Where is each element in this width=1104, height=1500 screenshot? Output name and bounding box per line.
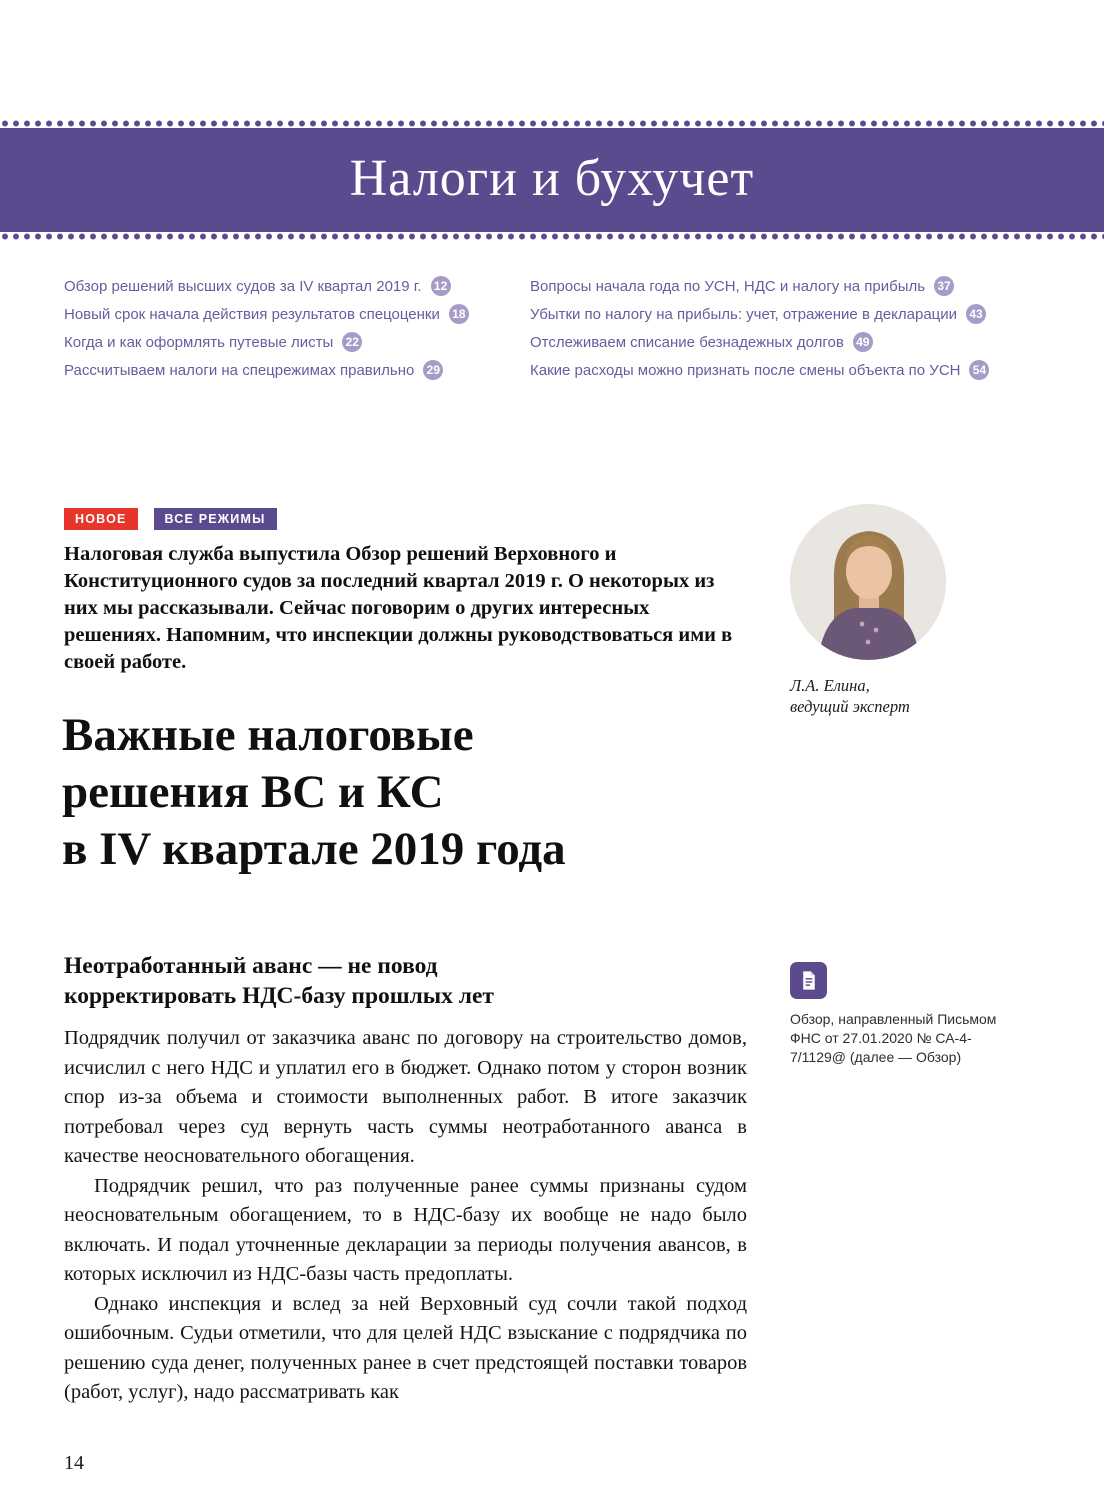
toc-page-badge: 12 [431,276,451,296]
sidebar-note-text: Обзор, направленный Письмом ФНС от 27.01.2020 № СА-4-7/1129@ (далее — Обзор) [790,1011,997,1065]
toc-item[interactable] [64,272,530,300]
document-icon [790,962,827,999]
body-paragraph: Подрядчик получил от заказчика аванс по договору на строительство домов, исчислил с него НДС и уплатил его в бюджет. Однако потом у сторон возник спор из-за объема и стоимости выполненных работ. В итоге заказчик потребовал через суд вернуть часть суммы неотработанного аванса в качестве неосновательного обогащения. [64,1027,747,1167]
toc-item[interactable] [530,328,1040,356]
toc-page-badge: 37 [934,276,954,296]
toc-column-right [530,272,1040,384]
badge-all-modes: ВСЕ РЕЖИМЫ [154,508,277,530]
toc-item[interactable] [530,300,1040,328]
toc-page-badge: 49 [853,332,873,352]
article-badges [64,508,277,530]
toc-item-label: Какие расходы можно признать после смены объекта по УСН [530,361,961,379]
toc-item-label: Вопросы начала года по УСН, НДС и налогу на прибыль [530,277,926,295]
body-paragraph: Подрядчик решил, что раз полученные ранее суммы признаны судом неосновательным обогащением, то в НДС-базу их вообще не надо было включать. И подал уточненные декларации за периоды получения авансов, в которых исключил из НДС-базы часть предоплаты. [64,1174,747,1285]
toc-item-label: Когда и как оформлять путевые листы [64,333,334,351]
band-perforation-bottom [0,232,1104,241]
toc-item[interactable] [64,300,530,328]
toc-item-label: Отслеживаем списание безнадежных долгов [530,333,844,351]
toc-page-badge: 22 [342,332,362,352]
article-lead: Налоговая служба выпустила Обзор решений Верховного и Конституционного судов за последний квартал 2019 г. О некоторых из них мы рассказывали. Сейчас поговорим о других интересных решениях. Напомним, что инспекции должны руководствоваться ими в своей работе. [64,543,733,673]
body-paragraph: Однако инспекция и вслед за ней Верховный суд сочли такой подход ошибочным. Судьи отметили, что для целей НДС взыскание с подрядчика по решению суда денег, полученных ранее в счет предстоящей поставки товаров (работ, услуг), надо рассматривать как [64,1292,747,1403]
band-perforation-top [0,119,1104,128]
toc-page-badge: 29 [423,360,443,380]
author-block [790,504,1042,717]
headline-line: в IV квартале 2019 года [62,823,566,875]
badge-new: НОВОЕ [64,508,138,530]
author-photo [790,504,946,660]
toc-page-badge: 43 [966,304,986,324]
headline-line: Важные налоговые [62,709,474,761]
toc-page-badge: 18 [449,304,469,324]
section-header-band [0,128,1104,232]
toc-page-badge: 54 [969,360,989,380]
author-role: ведущий эксперт [790,697,910,716]
toc-item[interactable] [530,356,1040,384]
author-caption [790,675,1042,717]
article-body [64,1024,747,1408]
sidebar-note [790,962,1040,1067]
page-number: 14 [64,1452,84,1474]
toc-item[interactable] [64,356,530,384]
subhead-line: корректировать НДС-базу прошлых лет [64,983,494,1009]
toc-item[interactable] [530,272,1040,300]
toc-item-label: Убытки по налогу на прибыль: учет, отражение в декларации [530,305,958,323]
toc-item-label: Новый срок начала действия результатов спецоценки [64,305,440,323]
toc-column-left [64,272,530,384]
article-subhead [64,951,494,1011]
toc-item[interactable] [64,328,530,356]
toc-item-label: Обзор решений высших судов за IV квартал 2019 г. [64,277,422,295]
section-title: Налоги и бухучет [349,150,755,207]
subhead-line: Неотработанный аванс — не повод [64,953,438,979]
headline-line: решения ВС и КС [62,766,444,818]
author-name: Л.А. Елина, [790,676,870,695]
toc-item-label: Рассчитываем налоги на спецрежимах правильно [64,361,415,379]
author-portrait-illustration [790,504,946,660]
article-headline [62,707,566,878]
table-of-contents [64,272,1040,384]
